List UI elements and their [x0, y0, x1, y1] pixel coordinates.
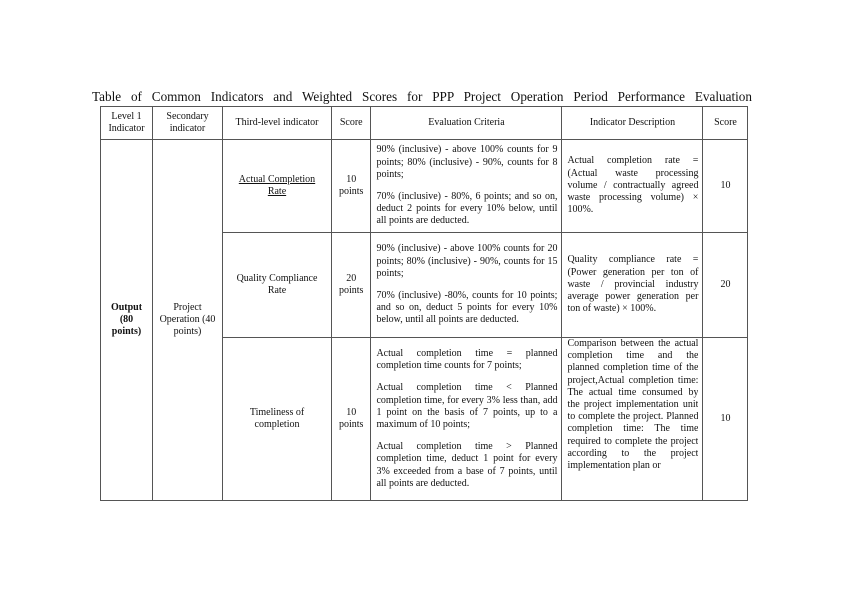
table-title: Table of Common Indicators and Weighted Scores for PPP Project Operation Period Performance Evaluation	[92, 89, 752, 104]
criteria-line: 90% (inclusive) - above 100% counts for 20 points; 80% (inclusive) - 90%, counts for 15 points;	[376, 243, 558, 279]
criteria-line: Actual completion time = planned completion time counts for 7 points;	[376, 347, 558, 372]
header-third-level: Third-level indicator	[223, 107, 332, 140]
indicator-cell: Actual Completion Rate	[223, 140, 332, 233]
header-description: Indicator Description	[562, 107, 703, 140]
description-cell	[562, 338, 703, 501]
header-row	[101, 107, 748, 140]
header-score-2: Score	[703, 107, 748, 140]
description-cell: Actual completion rate = (Actual waste processing volume / contractually agreed waste processing volume) × 100%.	[562, 140, 703, 233]
criteria-cell	[371, 140, 562, 233]
score-cell: 10 points	[332, 338, 371, 501]
criteria-cell	[371, 233, 562, 338]
indicator-cell: Quality Compliance Rate	[223, 233, 332, 338]
secondary-cell: Project Operation (40 points)	[153, 140, 223, 501]
table-row	[101, 140, 748, 233]
criteria-cell	[371, 338, 562, 501]
criteria-line: 70% (inclusive) - 80%, 6 points; and so on, deduct 2 points for every 10% below, until all points are deducted.	[376, 191, 558, 227]
indicator-table	[100, 106, 748, 501]
header-level1: Level 1 Indicator	[101, 107, 153, 140]
indicator-cell: Timeliness of completion	[223, 338, 332, 501]
weight-cell: 20	[703, 233, 748, 338]
description-cell: Quality compliance rate = (Power generation per ton of waste / provincial industry average power generation per ton of waste) × 100%.	[562, 233, 703, 338]
criteria-line: 90% (inclusive) - above 100% counts for 9 points; 80% (inclusive) - 90%, counts for 8 points;	[376, 144, 558, 180]
criteria-line: Actual completion time < Planned completion time, for every 3% less than, add 1 point on the basis of 7 points, up to a maximum of 10 points;	[376, 382, 558, 430]
score-cell: 10 points	[332, 140, 371, 233]
weight-cell: 10	[703, 338, 748, 501]
criteria-line: 70% (inclusive) -80%, counts for 10 points; and so on, deduct 5 points for every 10% below, until all points are deducted.	[376, 290, 558, 326]
criteria-line: Actual completion time > Planned completion time, deduct 1 point for every 3% exceeded from a base of 7 points, until all points are deducted.	[376, 441, 558, 489]
header-criteria: Evaluation Criteria	[371, 107, 562, 140]
header-secondary: Secondary indicator	[153, 107, 223, 140]
weight-cell: 10	[703, 140, 748, 233]
header-score: Score	[332, 107, 371, 140]
score-cell: 20 points	[332, 233, 371, 338]
level1-cell: Output (80 points)	[101, 140, 153, 501]
description-text: Comparison between the actual completion time and the planned completion time of the project,Actual completion time: The actual time consumed by the project implementation unit to complete the project. Planned completion time: The time required to complete the project according to the project implementation plan or	[567, 338, 699, 472]
